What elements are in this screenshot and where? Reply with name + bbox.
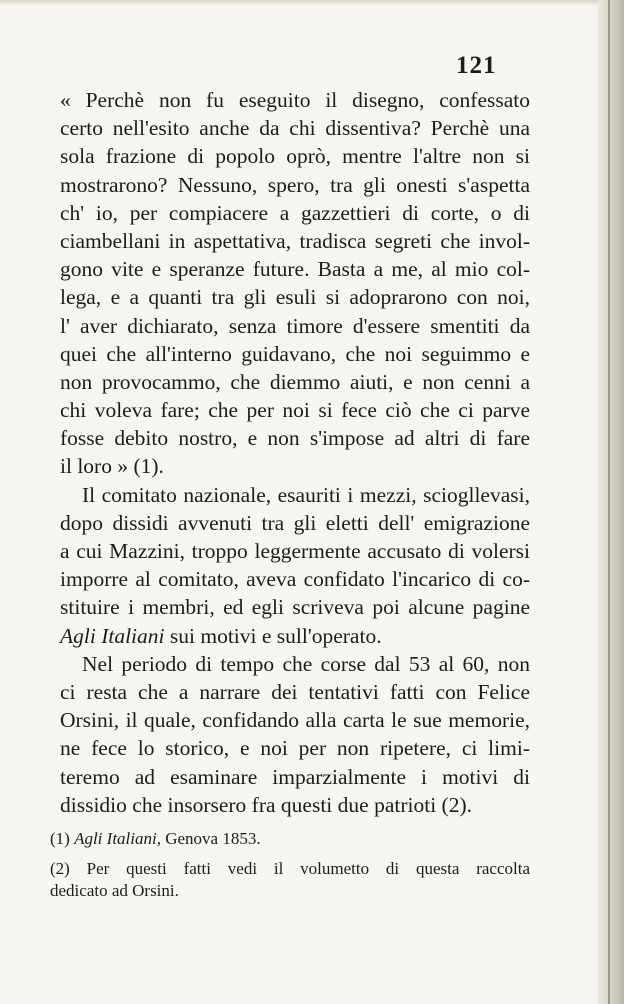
text-line: ci resta che a narrare dei tentativi fatti con Felice	[60, 679, 530, 704]
text-line: non provocammo, che diemmo aiuti, e non cenni a	[60, 369, 530, 394]
text-line: stituire i membri, ed egli scriveva poi alcune pagine	[60, 595, 530, 620]
text-line: ch' io, per compiacere a gazzettieri di corte, o di	[60, 200, 530, 225]
text-line: imporre al comitato, aveva confidato l'incarico di co-	[60, 567, 530, 592]
text-line: chi voleva fare; che per noi si fece ciò che ci parve	[60, 398, 530, 423]
text-line: Orsini, il quale, confidando alla carta le sue memorie,	[60, 708, 530, 733]
text-line: sola frazione di popolo oprò, mentre l'altre non si	[60, 144, 530, 169]
text-line: « Perchè non fu eseguito il disegno, confessato	[60, 88, 530, 112]
text-line: gono vite e speranze future. Basta a me, al mio col-	[60, 257, 530, 282]
text-line: quei che all'interno guidavano, che noi seguimmo e	[60, 341, 530, 366]
body-text	[60, 86, 530, 819]
page-top-shadow	[0, 0, 600, 6]
text-line: Agli Italiani sui motivi e sull'operato.	[60, 623, 382, 648]
footnotes	[50, 828, 530, 902]
text-line: fosse debito nostro, e non s'impose ad altri di fare	[60, 426, 530, 451]
footnote-line: dedicato ad Orsini.	[50, 881, 179, 900]
page-edge-line	[608, 0, 610, 1004]
page-binding-edge	[598, 0, 624, 1004]
text-line: certo nell'esito anche da chi dissentiva? Perchè una	[60, 116, 530, 141]
footnote-line: (2) Per questi fatti vedi il volumetto di questa raccolta	[50, 859, 530, 878]
text-line: a cui Mazzini, troppo leggermente accusato di volersi	[60, 539, 530, 563]
footnote-gap	[50, 850, 530, 858]
page-number: 121	[456, 52, 497, 79]
text-line: ciambellani in aspettativa, tradisca segreti che invol-	[60, 228, 530, 253]
text-line: Il comitato nazionale, esauriti i mezzi, sciogllevasi,	[82, 482, 530, 507]
text-line: teremo ad esaminare imparzialmente i motivi di	[60, 764, 530, 789]
text-line: l' aver dichiarato, senza timore d'essere smentiti da	[60, 313, 530, 338]
text-line: lega, e a quanti tra gli esuli si adoprarono con noi,	[60, 285, 530, 310]
text-line: dissidio che insorsero fra questi due patrioti (2).	[60, 792, 472, 817]
text-line: ne fece lo storico, e noi per non ripetere, ci limi-	[60, 736, 530, 761]
footnote-line: (1) Agli Italiani, Genova 1853.	[50, 829, 261, 848]
text-line: Nel periodo di tempo che corse dal 53 al 60, non	[82, 651, 530, 676]
text-line: mostrarono? Nessuno, spero, tra gli onesti s'aspetta	[60, 172, 530, 197]
text-line: dopo dissidi avvenuti tra gli eletti dell' emigrazione	[60, 510, 530, 535]
text-line: il loro » (1).	[60, 454, 164, 479]
